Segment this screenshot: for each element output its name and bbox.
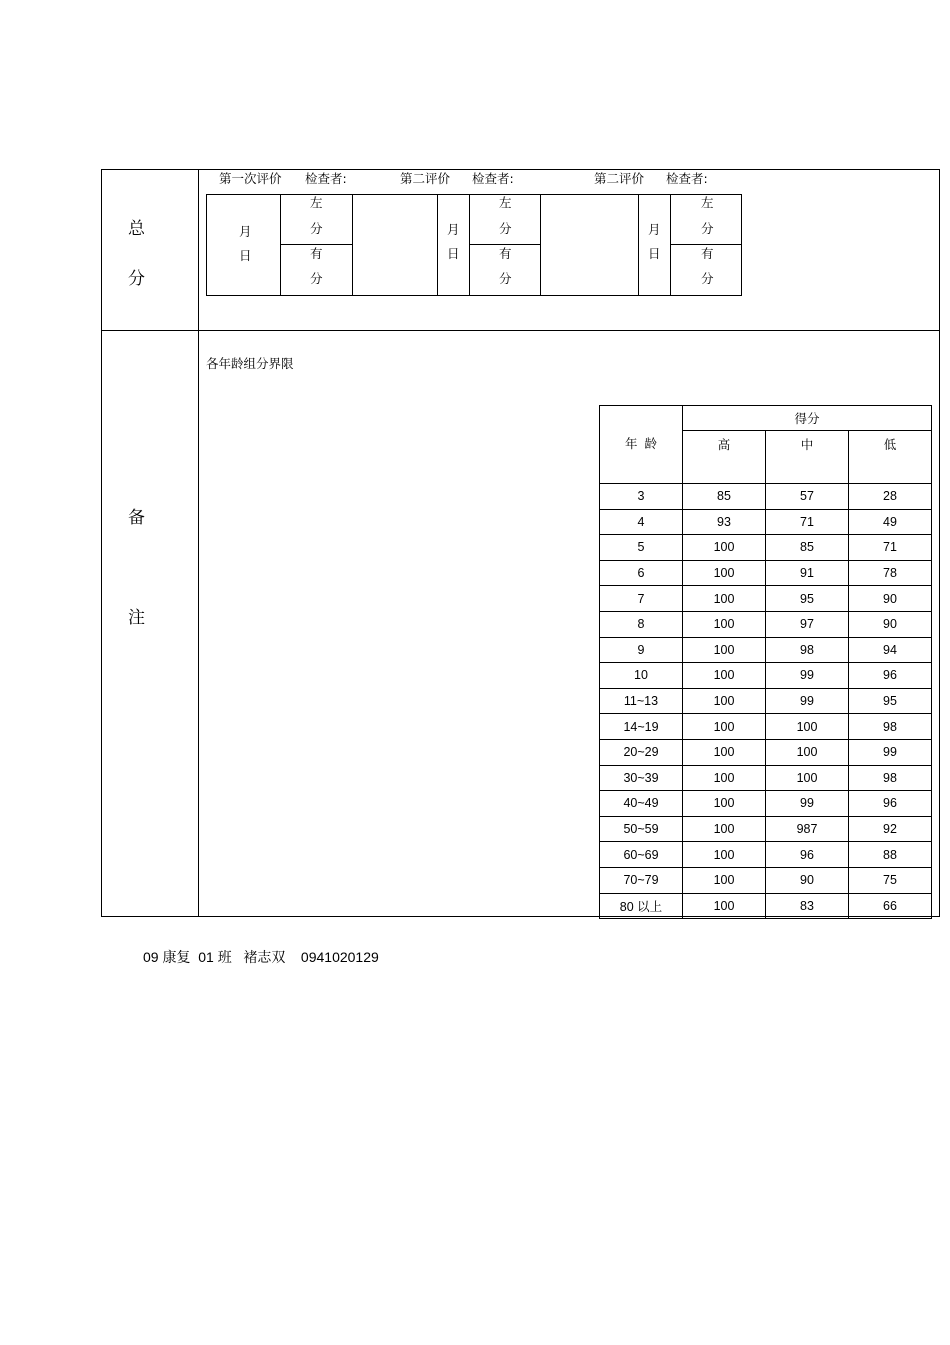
age-cell: 4 (600, 509, 683, 535)
table-row (600, 714, 932, 740)
eval2-left-2: 分 (499, 221, 512, 236)
low-cell: 96 (849, 791, 932, 817)
age-cell: 10 (600, 663, 683, 689)
age-cell: 5 (600, 535, 683, 561)
mid-cell: 91 (766, 560, 849, 586)
mid-cell: 987 (766, 816, 849, 842)
low-cell: 71 (849, 535, 932, 561)
mid-cell: 90 (766, 867, 849, 893)
mid-cell: 57 (766, 484, 849, 510)
low-cell: 88 (849, 842, 932, 868)
mid-cell: 95 (766, 586, 849, 612)
grid-divider (437, 194, 438, 296)
high-cell: 100 (683, 637, 766, 663)
eval2-right-2: 分 (499, 271, 512, 286)
eval1-title: 第一次评价 (219, 171, 282, 186)
high-cell: 100 (683, 791, 766, 817)
high-cell: 100 (683, 765, 766, 791)
table-row (600, 586, 932, 612)
age-cell: 11~13 (600, 688, 683, 714)
mid-cell: 100 (766, 765, 849, 791)
low-cell: 28 (849, 484, 932, 510)
high-cell: 100 (683, 816, 766, 842)
sub-header-mid: 中 (766, 431, 849, 484)
grid-split (670, 244, 742, 245)
low-cell: 94 (849, 637, 932, 663)
score-header: 得分 (683, 406, 932, 431)
footer-info: 09 康复 01 班 褚志双 0941020129 (143, 949, 379, 965)
table-row (600, 842, 932, 868)
mid-cell: 98 (766, 637, 849, 663)
table-row (600, 637, 932, 663)
age-cell: 50~59 (600, 816, 683, 842)
notes-label-bottom: 注 (128, 608, 145, 628)
high-cell: 100 (683, 611, 766, 637)
low-cell: 75 (849, 867, 932, 893)
table-row (600, 484, 932, 510)
age-cell: 80 以上 (600, 893, 683, 919)
eval2-checker: 检查者: (472, 171, 514, 186)
high-cell: 100 (683, 586, 766, 612)
table-row (600, 688, 932, 714)
age-score-table (599, 405, 932, 919)
high-cell: 85 (683, 484, 766, 510)
age-cell: 6 (600, 560, 683, 586)
eval1-month: 月 (239, 224, 252, 239)
total-label-top: 总 (128, 219, 145, 239)
low-cell: 92 (849, 816, 932, 842)
mid-cell: 99 (766, 688, 849, 714)
eval3-right-2: 分 (701, 271, 714, 286)
mid-cell: 99 (766, 663, 849, 689)
low-cell: 90 (849, 586, 932, 612)
age-header-cell (600, 406, 683, 484)
table-row (600, 765, 932, 791)
eval2-left-1: 左 (499, 195, 512, 210)
eval2-day: 日 (447, 246, 460, 261)
table-row (600, 739, 932, 765)
eval1-right-1: 有 (310, 246, 323, 261)
table-row (600, 509, 932, 535)
age-cell: 70~79 (600, 867, 683, 893)
age-cell: 9 (600, 637, 683, 663)
grid-split (469, 244, 540, 245)
high-cell: 100 (683, 893, 766, 919)
table-row (600, 791, 932, 817)
age-cell: 20~29 (600, 739, 683, 765)
eval1-right-2: 分 (310, 271, 323, 286)
eval2-right-1: 有 (499, 246, 512, 261)
mid-cell: 97 (766, 611, 849, 637)
age-cell: 14~19 (600, 714, 683, 740)
grid-split (280, 244, 352, 245)
table-row (600, 816, 932, 842)
low-cell: 96 (849, 663, 932, 689)
table-row (600, 893, 932, 919)
mid-cell: 71 (766, 509, 849, 535)
mid-cell: 83 (766, 893, 849, 919)
grid-divider (670, 194, 671, 296)
grid-divider (352, 194, 353, 296)
low-cell: 90 (849, 611, 932, 637)
age-cell: 8 (600, 611, 683, 637)
sub-header-high: 高 (683, 431, 766, 484)
notes-label-top: 备 (128, 508, 145, 528)
eval2-title: 第二评价 (400, 171, 451, 186)
low-cell: 95 (849, 688, 932, 714)
mid-cell: 96 (766, 842, 849, 868)
low-cell: 49 (849, 509, 932, 535)
mid-cell: 85 (766, 535, 849, 561)
high-cell: 100 (683, 688, 766, 714)
high-cell: 93 (683, 509, 766, 535)
low-cell: 99 (849, 739, 932, 765)
total-label-bottom: 分 (128, 269, 145, 289)
age-cell: 60~69 (600, 842, 683, 868)
low-cell: 98 (849, 714, 932, 740)
high-cell: 100 (683, 714, 766, 740)
sub-header-low: 低 (849, 431, 932, 484)
table-row (600, 535, 932, 561)
eval1-checker: 检查者: (305, 171, 347, 186)
age-cell: 30~39 (600, 765, 683, 791)
section-divider (101, 330, 940, 331)
table-row (600, 560, 932, 586)
age-cell: 7 (600, 586, 683, 612)
grid-divider (469, 194, 470, 296)
age-cell: 3 (600, 484, 683, 510)
label-column-divider (198, 169, 199, 917)
low-cell: 78 (849, 560, 932, 586)
low-cell: 98 (849, 765, 932, 791)
eval1-day: 日 (239, 248, 252, 263)
high-cell: 100 (683, 739, 766, 765)
grid-divider (638, 194, 639, 296)
table-row (600, 663, 932, 689)
eval3-right-1: 有 (701, 246, 714, 261)
high-cell: 100 (683, 867, 766, 893)
high-cell: 100 (683, 560, 766, 586)
eval1-left-1: 左 (310, 195, 323, 210)
grid-divider (540, 194, 541, 296)
high-cell: 100 (683, 663, 766, 689)
eval2-month: 月 (447, 222, 460, 237)
low-cell: 66 (849, 893, 932, 919)
eval3-day: 日 (648, 246, 661, 261)
high-cell: 100 (683, 842, 766, 868)
eval1-left-2: 分 (310, 221, 323, 236)
table-row (600, 611, 932, 637)
eval3-left-2: 分 (701, 221, 714, 236)
mid-cell: 100 (766, 714, 849, 740)
age-cell: 40~49 (600, 791, 683, 817)
evaluation-grid (206, 194, 742, 296)
eval3-left-1: 左 (701, 195, 714, 210)
grid-divider (280, 194, 281, 296)
notes-caption: 各年龄组分界限 (206, 356, 294, 371)
mid-cell: 99 (766, 791, 849, 817)
mid-cell: 100 (766, 739, 849, 765)
eval3-month: 月 (648, 222, 661, 237)
table-row (600, 867, 932, 893)
age-header: 年 龄 (625, 437, 657, 451)
high-cell: 100 (683, 535, 766, 561)
eval3-checker: 检查者: (666, 171, 708, 186)
eval3-title: 第二评价 (594, 171, 645, 186)
